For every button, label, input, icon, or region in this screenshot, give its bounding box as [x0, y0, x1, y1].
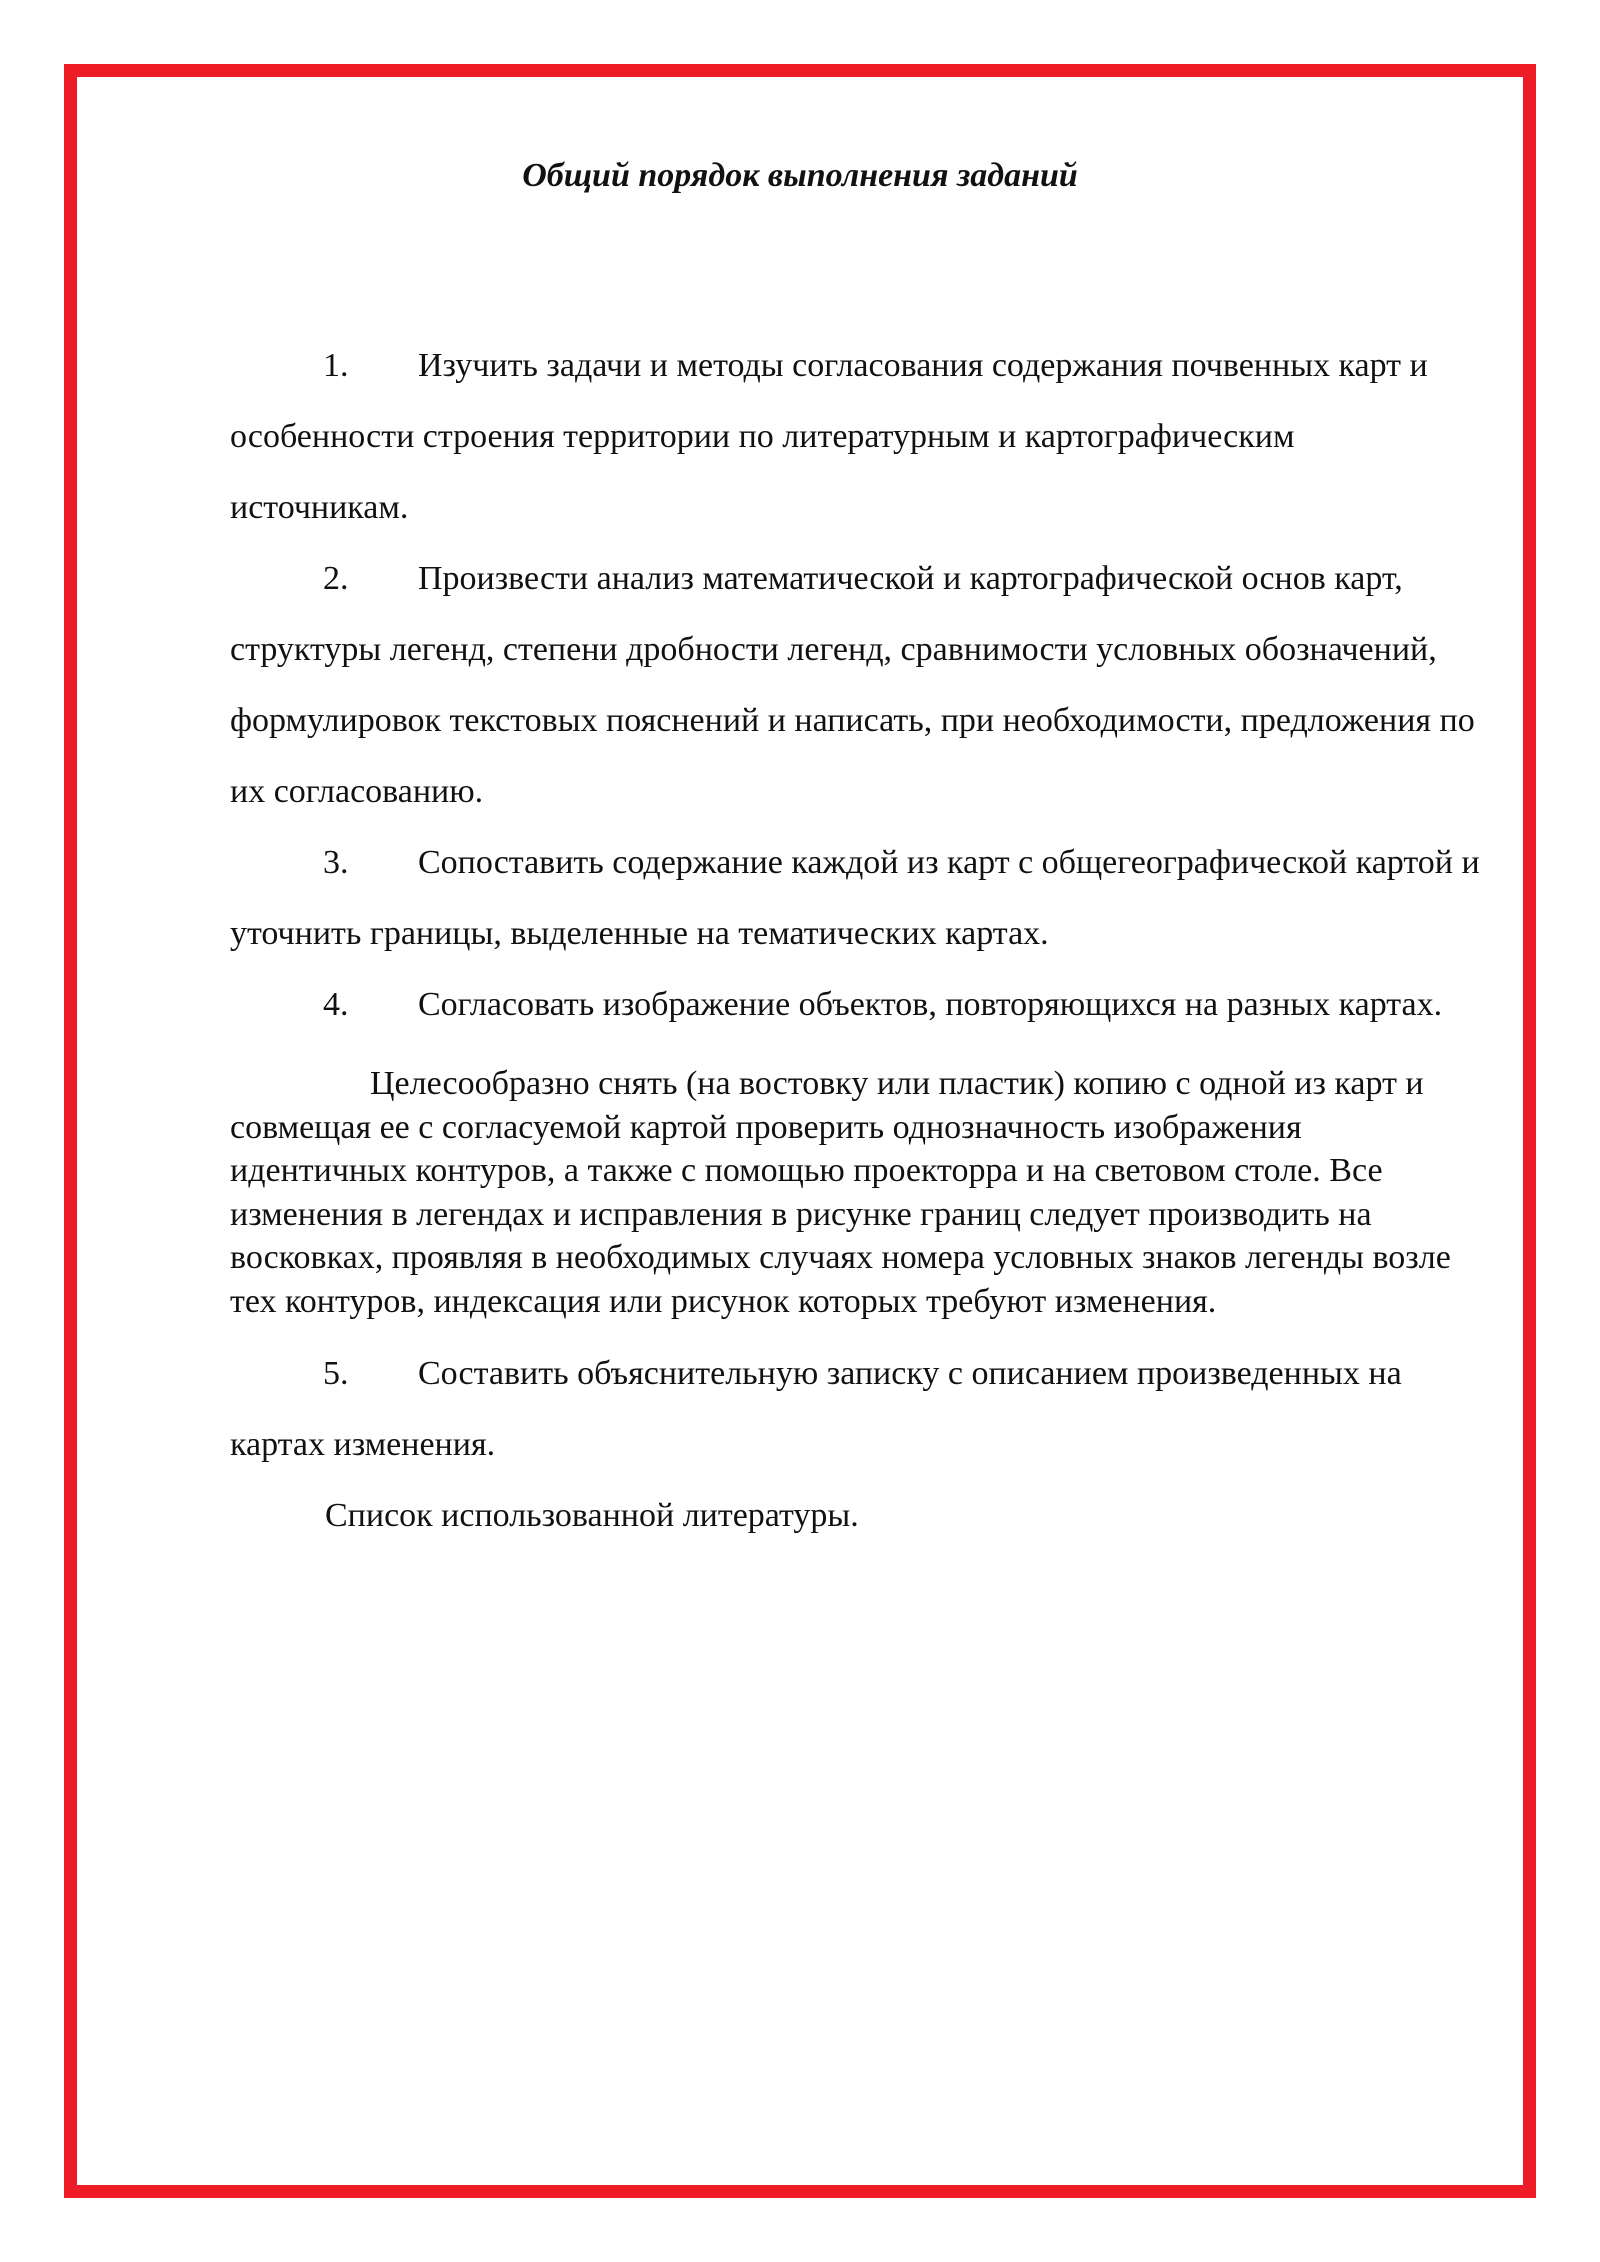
task-text: Составить объяснительную записку с описанием произведенных на картах изменения.	[230, 1354, 1402, 1463]
task-text: Изучить задачи и методы согласования содержания почвенных карт и особенности строения территории по литературным и картографическим источникам.	[230, 347, 1428, 526]
task-number: 4.	[323, 986, 349, 1023]
task-4-note-paragraph: Целесообразно снять (на востовку или пластик) копию с одной из карт и совмещая ее с согласуемой картой проверить однозначность изображения идентичных контуров, а также с помощью проекторра и на световом столе. Все изменения в легендах и исправления в рисунке границ следует производить на восковках, проявляя в необходимых случаях номера условных знаков легенды возле тех контуров, индексация или рисунок которых требуют изменения.	[230, 1065, 1451, 1320]
task-text: Согласовать изображение объектов, повторяющихся на разных картах.	[418, 986, 1443, 1023]
document-body	[230, 330, 1480, 1551]
task-number: 5.	[323, 1354, 349, 1392]
references-heading: Список использованной литературы.	[325, 1496, 859, 1534]
task-number: 3.	[323, 844, 349, 881]
task-item-5	[230, 1338, 1480, 1480]
task-item-4	[230, 969, 1480, 1040]
task-text: Произвести анализ математической и картографической основ карт, структуры легенд, степени дробности легенд, сравнимости условных обозначений, формулировок текстовых пояснений и написать, при необходимости, предложения по их согласованию.	[230, 560, 1475, 810]
task-item-3	[230, 827, 1480, 969]
task-text: Сопоставить содержание каждой из карт с общегеографической картой и уточнить границы, выделенные на тематических картах.	[230, 844, 1480, 952]
task-number: 2.	[323, 560, 349, 597]
task-item-2	[230, 543, 1480, 827]
document-title: Общий порядок выполнения заданий	[522, 157, 1078, 194]
task-item-1	[230, 330, 1480, 543]
task-number: 1.	[323, 347, 349, 384]
